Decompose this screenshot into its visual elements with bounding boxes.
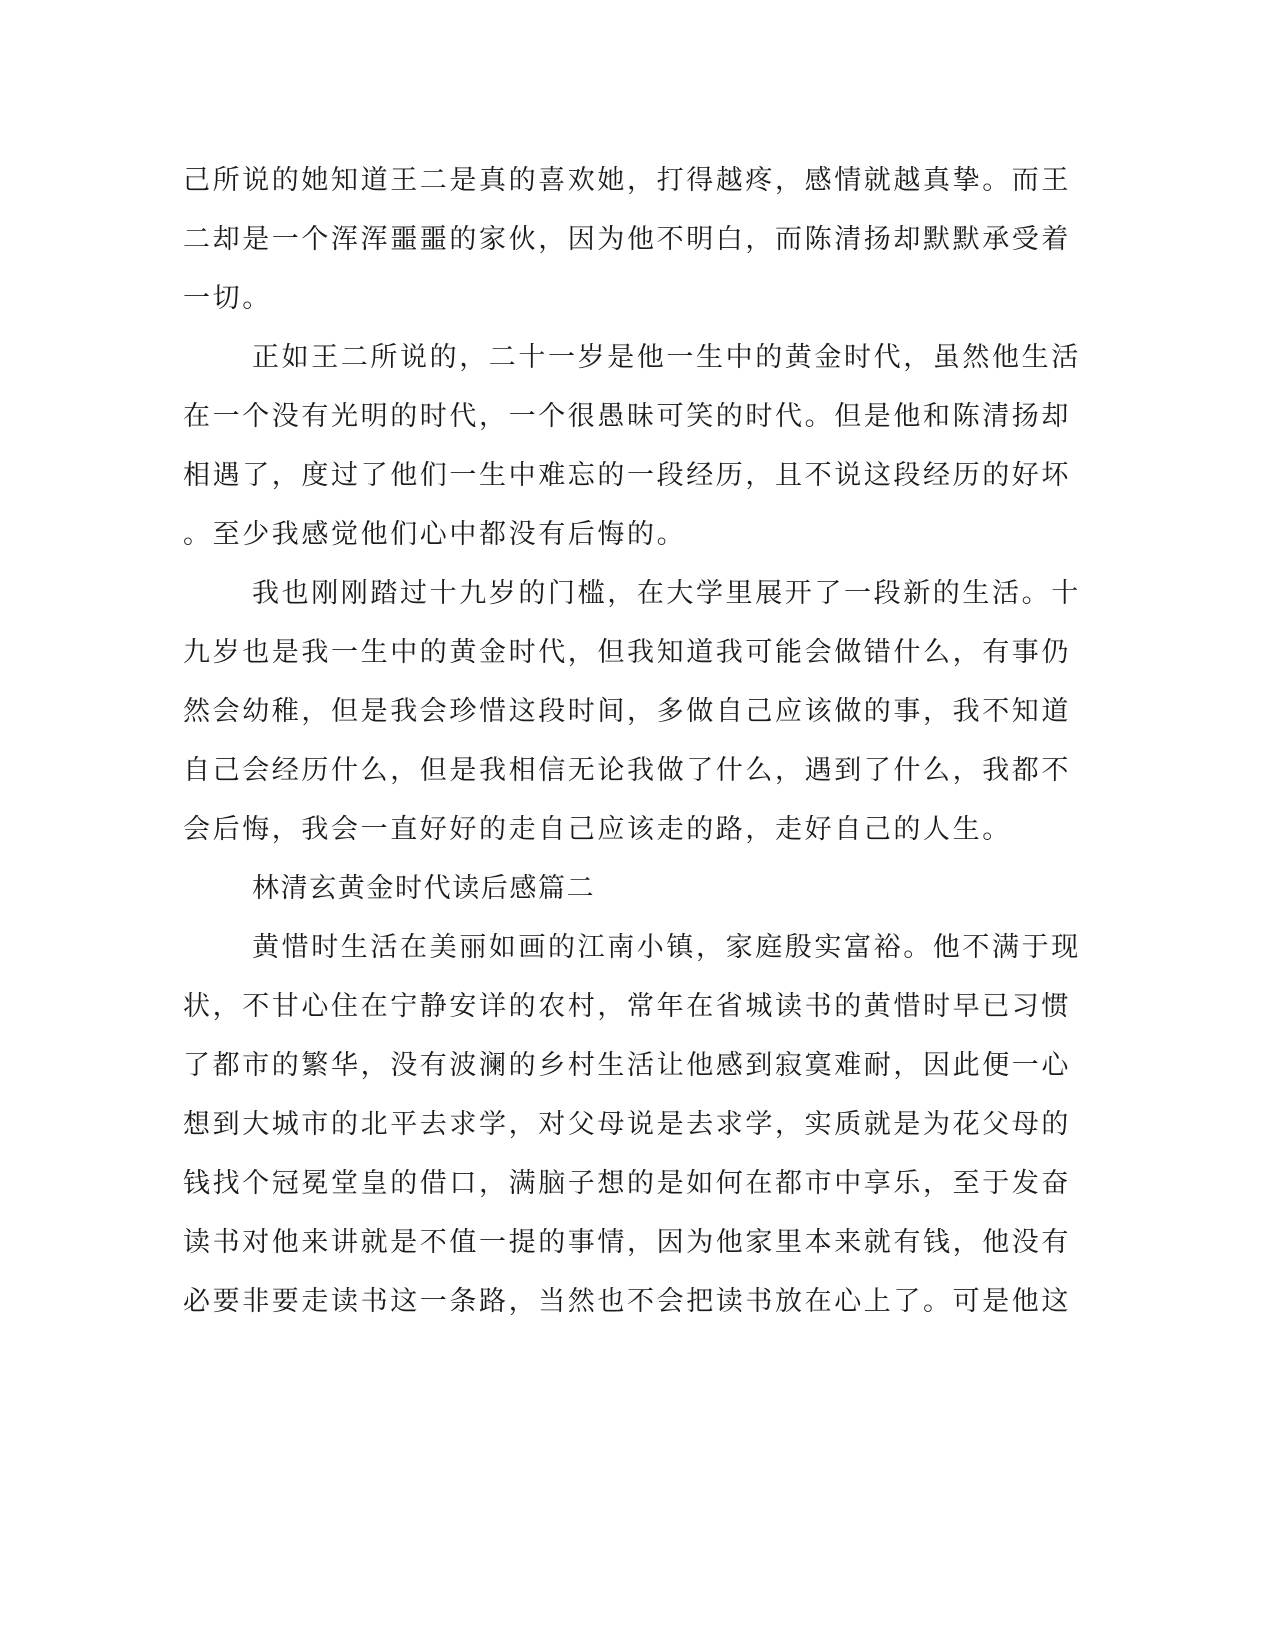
- paragraph-first-line: 黄惜时生活在美丽如画的江南小镇，家庭殷实富裕。他不满于现: [252, 932, 1081, 963]
- text-line: 相遇了，度过了他们一生中难忘的一段经历，且不说这段经历的好坏: [183, 460, 1071, 491]
- text-line: 想到大城市的北平去求学，对父母说是去求学，实质就是为花父母的: [183, 1109, 1071, 1140]
- text-line: 必要非要走读书这一条路，当然也不会把读书放在心上了。可是他这: [183, 1286, 1071, 1317]
- text-line: 自己会经历什么，但是我相信无论我做了什么，遇到了什么，我都不: [183, 755, 1071, 786]
- text-line: 会后悔，我会一直好好的走自己应该走的路，走好自己的人生。: [183, 814, 1012, 845]
- text-line: 读书对他来讲就是不值一提的事情，因为他家里本来就有钱，他没有: [183, 1227, 1071, 1258]
- text-line: 九岁也是我一生中的黄金时代，但我知道我可能会做错什么，有事仍: [183, 637, 1071, 668]
- section-heading: 林清玄黄金时代读后感篇二: [252, 873, 596, 904]
- text-line: 一切。: [183, 283, 272, 314]
- text-line: 了都市的繁华，没有波澜的乡村生活让他感到寂寞难耐，因此便一心: [183, 1050, 1071, 1081]
- paragraph-first-line: 正如王二所说的，二十一岁是他一生中的黄金时代，虽然他生活: [252, 342, 1081, 373]
- text-line: 然会幼稚，但是我会珍惜这段时间，多做自己应该做的事，我不知道: [183, 696, 1071, 727]
- text-line: 在一个没有光明的时代，一个很愚昧可笑的时代。但是他和陈清扬却: [183, 401, 1071, 432]
- text-line: 状，不甘心住在宁静安详的农村，常年在省城读书的黄惜时早已习惯: [183, 991, 1071, 1022]
- text-line: 二却是一个浑浑噩噩的家伙，因为他不明白，而陈清扬却默默承受着: [183, 224, 1071, 255]
- paragraph-first-line: 我也刚刚踏过十九岁的门槛，在大学里展开了一段新的生活。十: [252, 578, 1081, 609]
- text-line: 钱找个冠冕堂皇的借口，满脑子想的是如何在都市中享乐，至于发奋: [183, 1168, 1071, 1199]
- text-line: 己所说的她知道王二是真的喜欢她，打得越疼，感情就越真挚。而王: [183, 165, 1071, 196]
- text-line: 。至少我感觉他们心中都没有后悔的。: [183, 519, 687, 550]
